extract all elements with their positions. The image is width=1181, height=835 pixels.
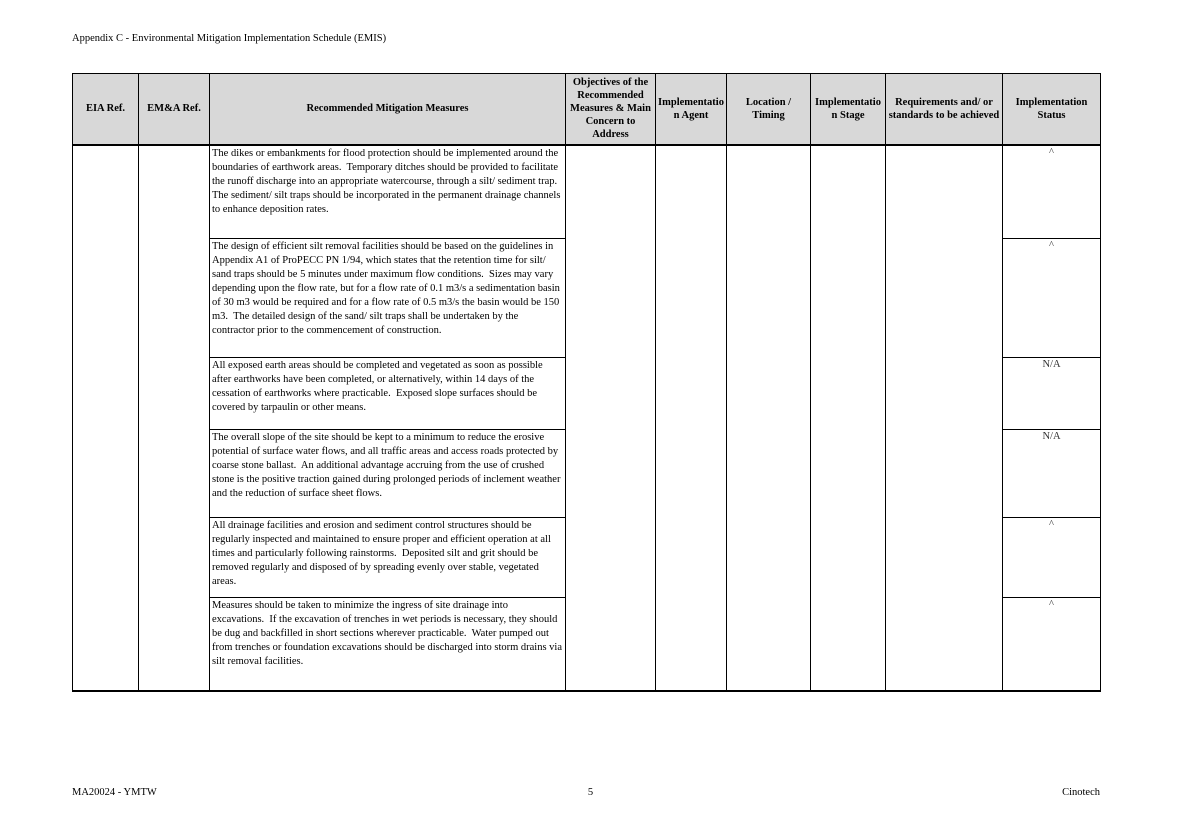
column-header-objectives: Objectives of the Recommended Measures & Main Concern to Address [566, 74, 656, 145]
cell-mitigation-measure: Measures should be taken to minimize the ingress of site drainage into excavations. If the excavation of trenches in wet periods is necessary, they should be dug and backfilled in short sections wherever practicable. Water pumped out from trenches or foundation excavations should be discharged into storm drains via silt removal facilities. [210, 598, 566, 691]
page-footer [0, 787, 1181, 801]
column-header-implementation-status: Implementation Status [1003, 74, 1101, 145]
column-header-implementation-agent: Implementation Agent [656, 74, 727, 145]
cell-implementation-status: N/A [1003, 430, 1101, 518]
column-header-ema-ref: EM&A Ref. [139, 74, 210, 145]
page-title: Appendix C - Environmental Mitigation Implementation Schedule (EMIS) [72, 33, 387, 44]
column-header-implementation-stage: Implementation Stage [811, 74, 886, 145]
cell-mitigation-measure: The design of efficient silt removal facilities should be based on the guidelines in Appendix A1 of ProPECC PN 1/94, which states that the retention time for silt/ sand traps should be 5 minutes under maximum flow conditions. Sizes may vary depending upon the flow rate, but for a flow rate of 0.1 m3/s a sedimentation basin of 30 m3 would be required and for a flow rate of 0.5 m3/s the basin would be 150 m3. The detailed design of the sand/ silt traps shall be undertaken by the contractor prior to the commencement of construction. [210, 239, 566, 358]
cell-objectives [566, 145, 656, 691]
cell-implementation-status: N/A [1003, 358, 1101, 430]
cell-mitigation-measure: All exposed earth areas should be completed and vegetated as soon as possible after earthworks have been completed, or alternatively, within 14 days of the cessation of earthworks where practicable. Exposed slope surfaces should be covered by tarpaulin or other means. [210, 358, 566, 430]
cell-mitigation-measure: The dikes or embankments for flood protection should be implemented around the boundaries of earthwork areas. Temporary ditches should be provided to facilitate the runoff discharge into an appropriate watercourse, through a silt/ sediment trap. The sediment/ silt traps should be incorporated in the permanent drainage channels to enhance deposition rates. [210, 145, 566, 239]
table-header-row [73, 74, 1101, 145]
cell-mitigation-measure: All drainage facilities and erosion and sediment control structures should be regularly inspected and maintained to ensure proper and efficient operation at all times and particularly following rainstorms. Deposited silt and grit should be removed regularly and disposed of by spreading evenly over stable, vegetated areas. [210, 518, 566, 598]
cell-implementation-status: ^ [1003, 145, 1101, 239]
cell-implementation-agent [656, 145, 727, 691]
column-header-recommended-mitigation-measures: Recommended Mitigation Measures [210, 74, 566, 145]
cell-eia-ref [73, 145, 139, 691]
cell-implementation-status: ^ [1003, 239, 1101, 358]
cell-mitigation-measure: The overall slope of the site should be kept to a minimum to reduce the erosive potential of surface water flows, and all traffic areas and access roads protected by coarse stone ballast. An additional advantage accruing from the use of crushed stone is the positive traction gained during prolonged periods of inclement weather and the reduction of surface sheet flows. [210, 430, 566, 518]
column-header-location-timing: Location / Timing [727, 74, 811, 145]
cell-implementation-status: ^ [1003, 598, 1101, 691]
column-header-eia-ref: EIA Ref. [73, 74, 139, 145]
cell-requirements-standards [886, 145, 1003, 691]
emis-table [72, 73, 1101, 692]
footer-company-name: Cinotech [1062, 787, 1100, 798]
table-row [73, 145, 1101, 239]
column-header-requirements-standards: Requirements and/ or standards to be achieved [886, 74, 1003, 145]
footer-project-ref: MA20024 - YMTW [72, 787, 157, 798]
cell-ema-ref [139, 145, 210, 691]
cell-implementation-stage [811, 145, 886, 691]
footer-page-number: 5 [587, 787, 594, 798]
cell-location-timing [727, 145, 811, 691]
cell-implementation-status: ^ [1003, 518, 1101, 598]
